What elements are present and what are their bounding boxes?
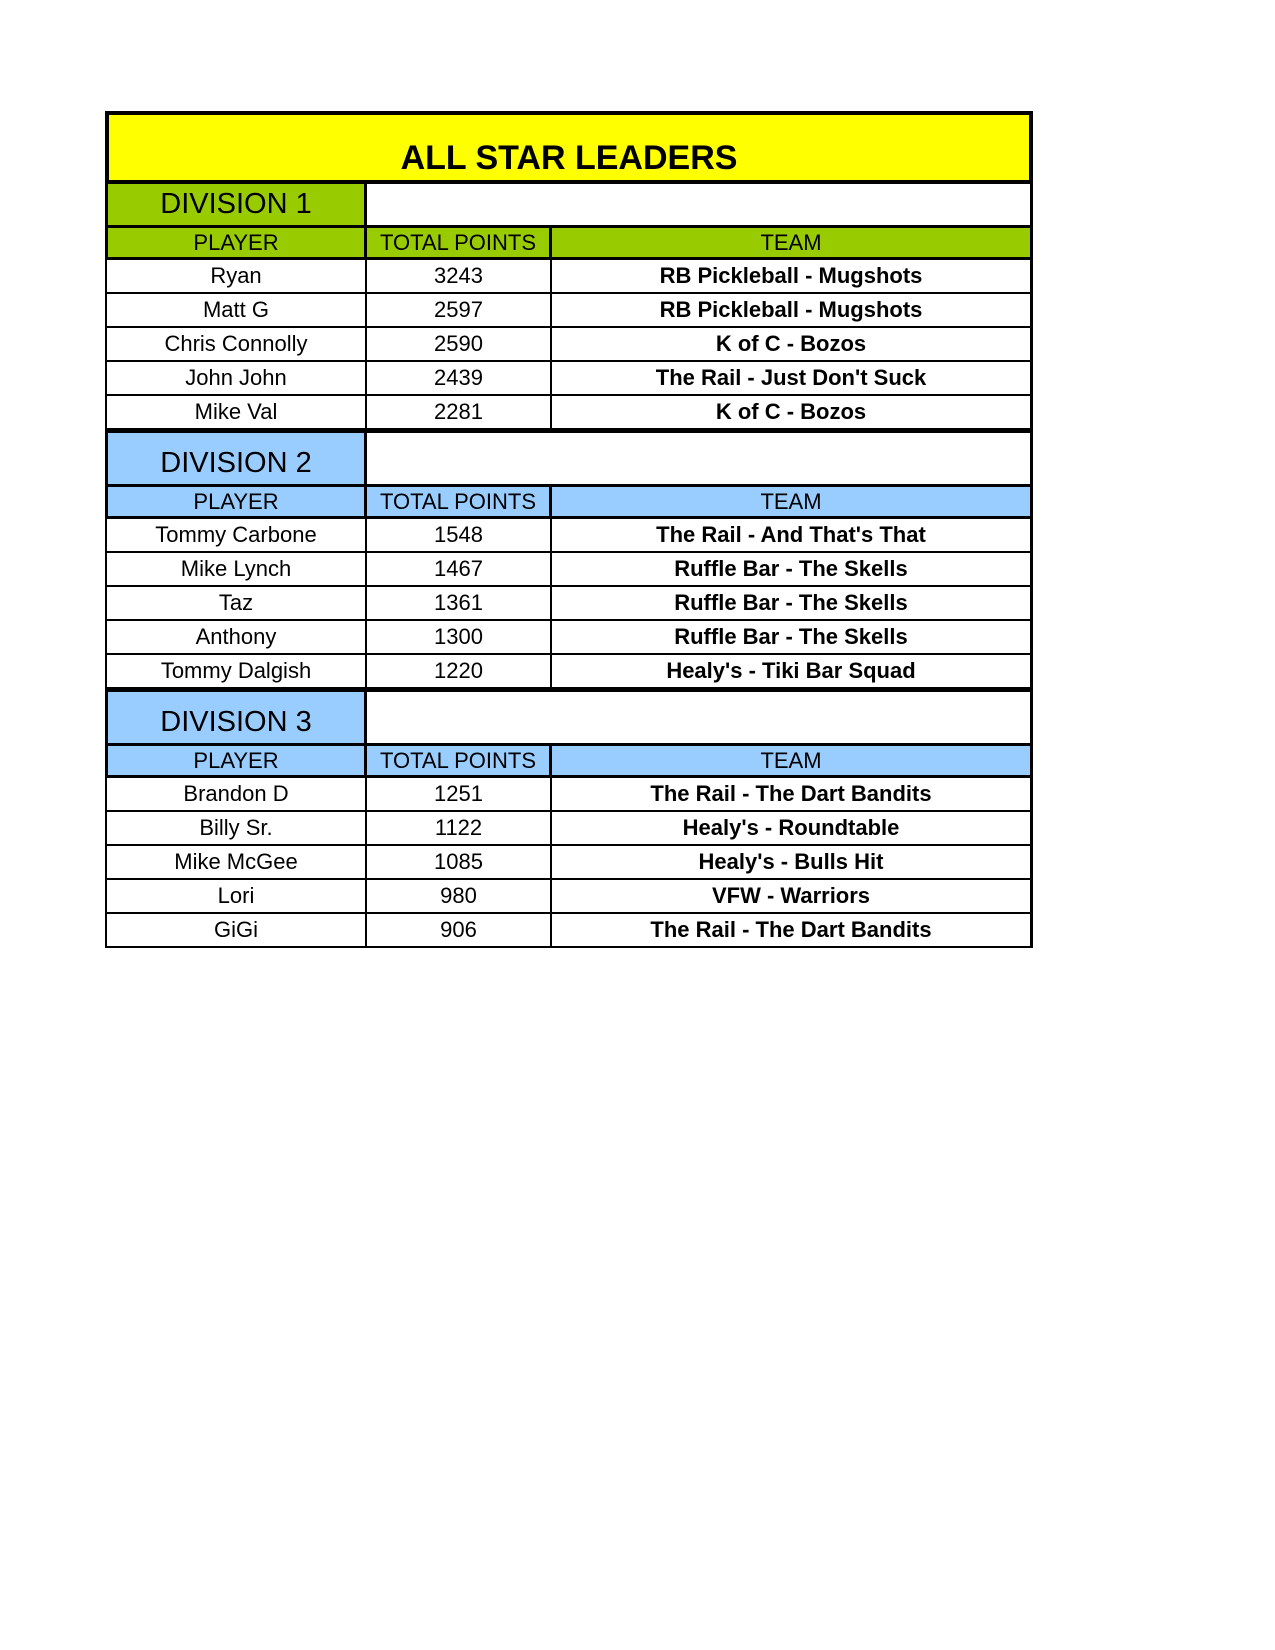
points-cell: 1361 — [367, 587, 552, 621]
division-3-header — [105, 689, 1033, 746]
team-cell: Ruffle Bar - The Skells — [552, 553, 1033, 587]
player-cell: Brandon D — [105, 778, 367, 812]
player-cell: Mike Lynch — [105, 553, 367, 587]
team-cell: VFW - Warriors — [552, 880, 1033, 914]
column-header-points: TOTAL POINTS — [367, 487, 552, 519]
column-header-team: TEAM — [552, 487, 1033, 519]
player-cell: GiGi — [105, 914, 367, 948]
leaders-sheet — [105, 111, 1033, 948]
division-3-label: DIVISION 3 — [105, 689, 367, 746]
team-cell: K of C - Bozos — [552, 396, 1033, 430]
division-2-header — [105, 430, 1033, 487]
points-cell: 2590 — [367, 328, 552, 362]
player-cell: Matt G — [105, 294, 367, 328]
points-cell: 1300 — [367, 621, 552, 655]
player-cell: Tommy Dalgish — [105, 655, 367, 689]
column-header-team: TEAM — [552, 746, 1033, 778]
page-title: ALL STAR LEADERS — [400, 139, 738, 177]
player-cell: Mike Val — [105, 396, 367, 430]
player-cell: John John — [105, 362, 367, 396]
division-3-spacer — [367, 689, 1030, 746]
team-cell: RB Pickleball - Mugshots — [552, 260, 1033, 294]
player-cell: Chris Connolly — [105, 328, 367, 362]
column-header-points: TOTAL POINTS — [367, 746, 552, 778]
points-cell: 2597 — [367, 294, 552, 328]
team-cell: Ruffle Bar - The Skells — [552, 587, 1033, 621]
team-cell: The Rail - And That's That — [552, 519, 1033, 553]
column-header-points: TOTAL POINTS — [367, 228, 552, 260]
division-1-label: DIVISION 1 — [105, 184, 367, 228]
team-cell: Healy's - Bulls Hit — [552, 846, 1033, 880]
team-cell: The Rail - The Dart Bandits — [552, 914, 1033, 948]
player-cell: Lori — [105, 880, 367, 914]
division-1-spacer — [367, 184, 1030, 228]
points-cell: 3243 — [367, 260, 552, 294]
points-cell: 2439 — [367, 362, 552, 396]
points-cell: 1467 — [367, 553, 552, 587]
team-cell: The Rail - The Dart Bandits — [552, 778, 1033, 812]
column-header-team: TEAM — [552, 228, 1033, 260]
team-cell: RB Pickleball - Mugshots — [552, 294, 1033, 328]
points-cell: 1085 — [367, 846, 552, 880]
points-cell: 1251 — [367, 778, 552, 812]
column-header-player: PLAYER — [105, 487, 367, 519]
column-header-player: PLAYER — [105, 228, 367, 260]
division-2-table — [105, 487, 1033, 689]
column-header-player: PLAYER — [105, 746, 367, 778]
division-1-table — [105, 228, 1033, 430]
player-cell: Ryan — [105, 260, 367, 294]
division-2-spacer — [367, 430, 1030, 487]
player-cell: Billy Sr. — [105, 812, 367, 846]
team-cell: The Rail - Just Don't Suck — [552, 362, 1033, 396]
player-cell: Tommy Carbone — [105, 519, 367, 553]
team-cell: Ruffle Bar - The Skells — [552, 621, 1033, 655]
division-1-header — [105, 184, 1033, 228]
title-bar — [105, 111, 1033, 184]
team-cell: Healy's - Roundtable — [552, 812, 1033, 846]
division-2-label: DIVISION 2 — [105, 430, 367, 487]
team-cell: K of C - Bozos — [552, 328, 1033, 362]
player-cell: Mike McGee — [105, 846, 367, 880]
points-cell: 906 — [367, 914, 552, 948]
division-3-table — [105, 746, 1033, 948]
points-cell: 2281 — [367, 396, 552, 430]
points-cell: 1122 — [367, 812, 552, 846]
team-cell: Healy's - Tiki Bar Squad — [552, 655, 1033, 689]
points-cell: 1220 — [367, 655, 552, 689]
player-cell: Anthony — [105, 621, 367, 655]
points-cell: 980 — [367, 880, 552, 914]
points-cell: 1548 — [367, 519, 552, 553]
player-cell: Taz — [105, 587, 367, 621]
